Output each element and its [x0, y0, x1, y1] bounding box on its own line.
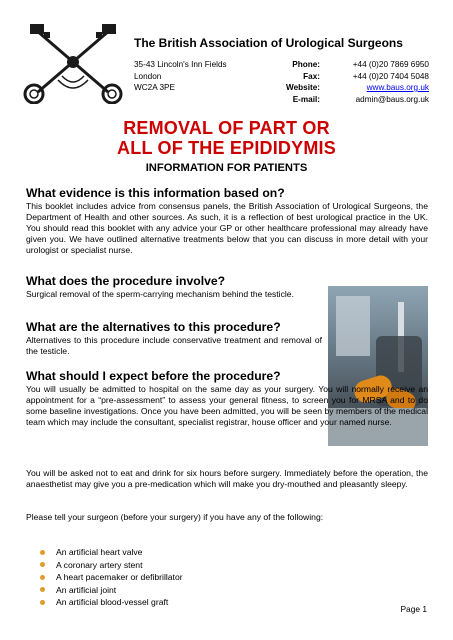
bullet-icon — [40, 550, 45, 555]
list-item: An artificial blood-vessel graft — [40, 596, 420, 609]
bullet-icon — [40, 600, 45, 605]
contact-values — [323, 59, 429, 105]
fax-label: Fax: — [303, 71, 320, 81]
section-heading-procedure: What does the procedure involve? — [26, 274, 226, 288]
email-label: E-mail: — [292, 94, 320, 104]
postal-address — [134, 59, 244, 94]
list-item: A heart pacemaker or defibrillator — [40, 571, 420, 584]
section-heading-alternatives: What are the alternatives to this procedure? — [26, 320, 281, 334]
email-value: admin@baus.org.uk — [355, 94, 429, 104]
section-paragraph-procedure: Surgical removal of the sperm-carrying mechanism behind the testicle. — [26, 289, 294, 299]
conditions-list — [40, 546, 420, 609]
address-line: London — [134, 71, 162, 81]
list-item: A coronary artery stent — [40, 559, 420, 572]
list-item: An artificial joint — [40, 584, 420, 597]
baus-logo-icon — [22, 22, 124, 104]
document-subtitle: INFORMATION FOR PATIENTS — [145, 162, 308, 174]
contact-labels — [262, 59, 320, 105]
organisation-name: The British Association of Urological Surgeons — [134, 36, 403, 50]
section-paragraph-fasting: You will be asked not to eat and drink for six hours before surgery. Immediately before the operation, the anaesthetist may give you a pre-medication which will make you dry-mouthed and pleasantly sleepy. — [26, 468, 428, 489]
page-number: Page 1 — [400, 604, 427, 614]
list-item: An artificial heart valve — [40, 546, 420, 559]
website-label: Website: — [286, 83, 320, 92]
bullet-icon — [40, 587, 45, 592]
bullet-icon — [40, 562, 45, 567]
fax-value: +44 (0)20 7404 5048 — [352, 71, 429, 81]
address-line: 35-43 Lincoln's Inn Fields — [134, 60, 227, 69]
address-line: WC2A 3PE — [134, 83, 175, 92]
bullet-icon — [40, 575, 45, 580]
website-link[interactable]: www.baus.org.uk — [366, 83, 429, 92]
section-paragraph-evidence: This booklet includes advice from consensus panels, the British Association of Urological Surgeons, the Department of Health and other sources. As such, it is a reflection of best urological practice in the UK. You should read this booklet with any advice your GP or other healthcare professional may already have given you. We have outlined alternative treatments below that you can discuss in more detail with your urologist or specialist nurse. — [26, 201, 428, 255]
section-paragraph-alternatives: Alternatives to this procedure include conservative treatment and removal of the testicle. — [26, 335, 322, 356]
section-heading-before-procedure: What should I expect before the procedure? — [26, 369, 281, 383]
document-title — [0, 118, 453, 158]
phone-value: +44 (0)20 7869 6950 — [352, 60, 429, 69]
title-line-2: ALL OF THE EPIDIDYMIS — [117, 138, 336, 158]
title-line-1: REMOVAL OF PART OR — [123, 118, 330, 138]
phone-label: Phone: — [292, 60, 320, 69]
section-paragraph-tell-surgeon: Please tell your surgeon (before your surgery) if you have any of the following: — [26, 512, 324, 522]
section-heading-evidence: What evidence is this information based on? — [26, 186, 285, 200]
section-paragraph-admission: You will usually be admitted to hospital on the same day as your surgery. You will normally receive an appointment for a “pre-assessment” to assess your general fitness, to screen you for MRSA and to do some baseline investigations. Once you have been admitted, you will be seen by members of the medical team which may include the consultant, specialist registrar, house officer and your named nurse. — [26, 384, 428, 427]
